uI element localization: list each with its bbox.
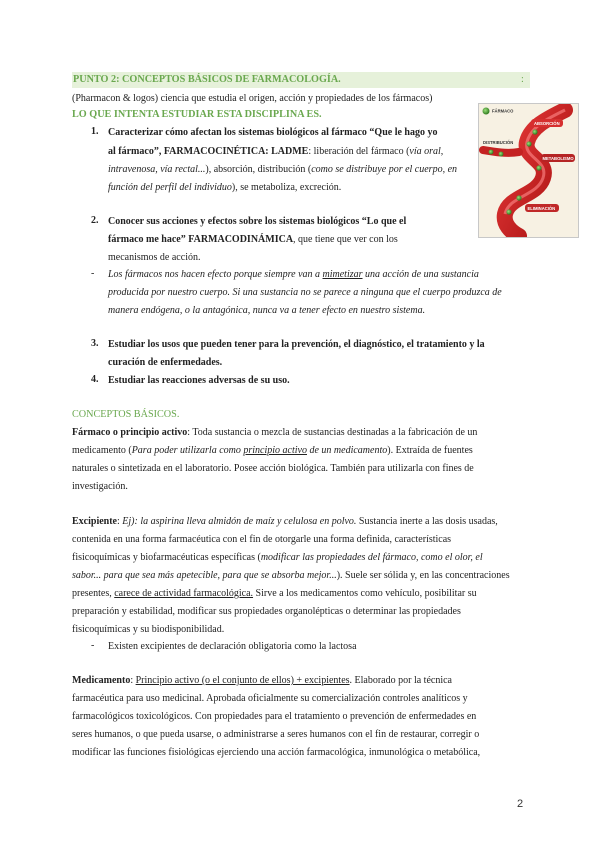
list-number: 2. [91, 215, 99, 226]
bullet-dash: - [91, 640, 95, 651]
medicamento-line1 [72, 674, 452, 687]
item2-line2 [108, 233, 398, 246]
ladme-diagram [479, 104, 578, 237]
section-heading: LO QUE INTENTA ESTUDIAR ESTA DISCIPLINA ES. [72, 109, 322, 120]
intro-text: (Pharmacon & logos) ciencia que estudia el origen, acción y propiedades de los fármacos) [72, 93, 433, 104]
drug-particle [489, 150, 494, 155]
excipiente-italic: sabor... para que sea más apetecible, para que se absorba mejor... [72, 570, 337, 581]
item1-italic: como se distribuye por el cuerpo, en [311, 164, 458, 175]
item3-line1: Estudiar los usos que pueden tener para la prevención, el diagnóstico, el tratamiento y la [108, 339, 485, 350]
medicamento-line3: farmacológicos toxicológicos. Con propiedades para el tratamiento o prevención de enfermedades en [72, 711, 477, 722]
excipiente-text: Sirve a los medicamentos como vehículo, posibilitar su [253, 588, 477, 599]
item1-line2 [108, 145, 443, 158]
item2-sub-underline: mimetizar [322, 269, 363, 280]
label-absorcion: ABSORCIÓN [534, 121, 560, 126]
farmaco-line1 [72, 426, 477, 439]
item1-italic: vía oral, [409, 146, 444, 157]
label-eliminacion: ELIMINACIÓN [527, 206, 556, 211]
excipiente-italic: Ej): la aspirina lleva almidón de maíz y celulosa en polvo. [122, 516, 357, 527]
farmaco-line4: investigación. [72, 481, 128, 492]
item1-text: ), se metaboliza, excreción. [231, 182, 342, 193]
excipiente-line5 [72, 587, 477, 600]
item2-sub-text: una acción de una sustancia [362, 269, 479, 280]
page-number: 2 [517, 798, 524, 810]
item2-line3: mecanismos de acción. [108, 252, 201, 263]
item2-sub-line1 [108, 268, 479, 281]
item1-italic: función del perfil del individuo [108, 182, 232, 193]
medicamento-text: . Elaborado por la técnica [349, 675, 452, 686]
excipiente-line1 [72, 515, 498, 528]
item1-line3 [108, 163, 457, 176]
title-trailing-colon: : [521, 74, 524, 85]
farmaco-text: ). Extraída de fuentes [387, 445, 473, 456]
medicamento-term: Medicamento [72, 675, 131, 686]
drug-particle [526, 141, 531, 146]
conceptos-heading: CONCEPTOS BÁSICOS. [72, 409, 180, 420]
farmaco-line3: naturales o sintetizada en el laboratorio. Posee acción biológica. También para utilizarla con fines de [72, 463, 474, 474]
drug-marker [483, 108, 490, 115]
label-metabolismo: METABOLISMO [542, 156, 574, 161]
excipiente-line7: fisicoquímicas y su biodisponibilidad. [72, 624, 225, 635]
excipiente-underline: carece de actividad farmacológica. [114, 588, 254, 599]
medicamento-underline: Principio activo (o el conjunto de ellos) + excipientes [135, 675, 350, 686]
pharmacokinetics-figure [478, 103, 579, 238]
excipiente-line4 [72, 569, 510, 582]
item3-line2: curación de enfermedades. [108, 357, 223, 368]
list-number: 3. [91, 338, 99, 349]
excipiente-line6: preparación y estabilidad, modificar sus propiedades organolépticas o determinar las propiedades [72, 606, 461, 617]
item2-sub-line2: producida por nuestro cuerpo. Si una sustancia no se parece a ninguna que el cuerpo produzca de [108, 287, 502, 298]
farmaco-text: medicamento ( [72, 445, 132, 456]
excipiente-term: Excipiente [72, 516, 117, 527]
drug-particle [506, 209, 511, 214]
excipiente-text: Sustancia inerte a las dosis usadas, [356, 516, 498, 527]
item2-sub-line3: manera endógena, o la antagónica, nunca va a tener efecto en nuestro sistema. [108, 305, 426, 316]
item1-text: ), absorción, distribución ( [205, 164, 312, 175]
farmaco-line2 [72, 444, 473, 457]
excipiente-line2: contenida en una forma farmacéutica con el fin de otorgarle una forma definida, características [72, 534, 452, 545]
item2-text: , que tiene que ver con los [293, 234, 398, 245]
medicamento-line2: farmacéutica para uso medicinal. Aprobada oficialmente su comercialización controles analíticos y [72, 693, 468, 704]
label-farmaco: FÁRMACO [492, 108, 514, 114]
list-number: 1. [91, 126, 99, 137]
item2-sub-text: Los fármacos nos hacen efecto porque siempre van a [108, 269, 323, 280]
excipiente-line3 [72, 551, 483, 564]
farmaco-term: Fármaco o principio activo [72, 427, 188, 438]
drug-particle [516, 195, 521, 200]
farmaco-italic-underline: principio activo [243, 445, 307, 456]
excipiente-text: ). Suele ser sólida y, en las concentraciones [336, 570, 510, 581]
item2-bold: fármaco me hace” FARMACODINÁMICA [108, 234, 294, 245]
item1-bold: al fármaco”, FARMACOCINÉTICA: LADME [108, 146, 309, 157]
farmaco-text: : Toda sustancia o mezcla de sustancias destinadas a la fabricación de un [187, 427, 478, 438]
bullet-dash: - [91, 268, 95, 279]
medicamento-line4: seres humanos, o que pueda usarse, o administrarse a seres humanos con el fin de restaurar, corregir o [72, 729, 480, 740]
page-title: PUNTO 2: CONCEPTOS BÁSICOS DE FARMACOLOGÍA. [73, 74, 341, 85]
excipiente-text: : [117, 516, 123, 527]
list-number: 4. [91, 374, 99, 385]
item1-line1: Caracterizar cómo afectan los sistemas biológicos al fármaco “Que le hago yo [108, 127, 438, 138]
farmaco-italic: de un medicamento [306, 445, 388, 456]
farmaco-italic: Para poder utilizarla como [131, 445, 244, 456]
medicamento-text: : [130, 675, 136, 686]
medicamento-line5: modificar las funciones fisiológicas ejerciendo una acción farmacológica, inmunológica o metabólica, [72, 747, 481, 758]
drug-particle [532, 129, 537, 134]
drug-particle [536, 165, 541, 170]
item1-text: : liberación del fármaco ( [308, 146, 410, 157]
item4-line1: Estudiar las reacciones adversas de su uso. [108, 375, 290, 386]
label-distribucion: DISTRIBUCIÓN [483, 140, 514, 145]
excipiente-italic: modificar las propiedades del fármaco, como el olor, el [260, 552, 483, 563]
excipiente-text: presentes, [72, 588, 115, 599]
excipiente-sub: Existen excipientes de declaración obligatoria como la lactosa [108, 641, 357, 652]
item1-italic: intravenosa, vía rectal... [108, 164, 206, 175]
item2-line1: Conocer sus acciones y efectos sobre los sistemas biológicos “Lo que el [108, 216, 407, 227]
item1-line4 [108, 181, 341, 194]
excipiente-text: fisicoquímicas y biofarmacéuticas específicas ( [72, 552, 261, 563]
drug-particle [499, 152, 504, 157]
